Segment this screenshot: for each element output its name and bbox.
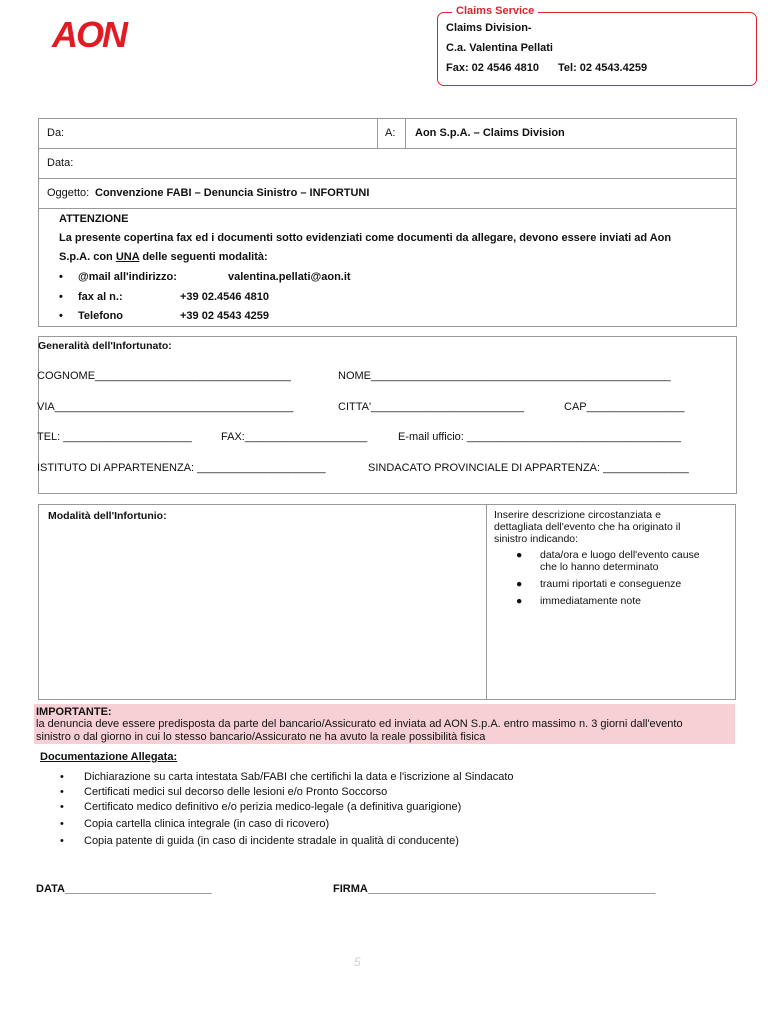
email-field[interactable]: E-mail ufficio: ___________________________________ [398,431,681,443]
modalita-bullet-line2: che lo hanno determinato [540,561,659,573]
documentazione-item-text: Copia patente di guida (in caso di incidente stradale in qualità di conducente) [84,835,459,847]
header-row-oggetto [39,179,736,208]
sindacato-field[interactable]: SINDACATO PROVINCIALE DI APPARTENZA: ______________ [368,462,689,474]
documentazione-item: • Certificato medico definitivo e/o perizia medico-legale (a definitiva guarigione) [60,801,462,813]
importante-line-1: la denuncia deve essere predisposta da parte del bancario/Assicurato ed inviata ad AON S.p.A. entro massimo n. 3 giorni dall'evento [36,718,683,730]
via-field[interactable]: VIA_______________________________________ [37,401,294,413]
documentazione-item: • Copia cartella clinica integrale (in caso di ricovero) [60,818,330,830]
a-value: Aon S.p.A. – Claims Division [415,127,565,139]
modalita-bullet-line1: data/ora e luogo dell'evento cause [540,549,700,561]
oggetto-label: Oggetto: [47,187,90,199]
claims-fax: Fax: 02 4546 4810 [446,62,539,74]
firma-signature-field[interactable]: FIRMA_______________________________________________ [333,883,656,895]
modalita-bullet: ● traumi riportati e conseguenze [516,578,682,590]
da-label: Da: [47,127,65,139]
attenzione-item-value: valentina.pellati@aon.it [228,271,351,283]
claims-division: Claims Division- [446,22,532,34]
modalita-desc-2: dettagliata dell'evento che ha originato il [494,521,681,533]
attenzione-item-value: +39 02 4543 4259 [180,310,270,322]
cap-field[interactable]: CAP________________ [564,401,685,413]
cognome-field[interactable]: COGNOME________________________________ [37,370,291,382]
documentazione-title: Documentazione Allegata: [40,751,178,763]
attenzione-item-value: +39 02.4546 4810 [180,291,270,303]
divider [377,119,378,148]
modalita-bullet-line1: traumi riportati e conseguenze [540,578,682,590]
attenzione-item-label: fax al n.: [78,291,123,303]
generalita-title: Generalità dell'Infortunato: [38,340,172,352]
attenzione-text-2a: S.p.A. con [59,251,116,263]
page-number: 5 [354,955,361,969]
modalita-title: Modalità dell'Infortunio: [48,510,167,522]
documentazione-item: • Copia patente di guida (in caso di incidente stradale in qualità di conducente) [60,835,459,847]
documentazione-item-text: Certificato medico definitivo e/o perizia medico-legale (a definitiva guarigione) [84,801,462,813]
nome-field[interactable]: NOME_________________________________________________ [338,370,671,382]
attenzione-una: UNA [115,251,140,263]
documentazione-item-text: Copia cartella clinica integrale (in caso di ricovero) [84,818,330,830]
tel-field[interactable]: TEL: _____________________ [37,431,192,443]
attenzione-item: • fax al n.: +39 02.4546 4810 [59,291,270,303]
aon-logo: AON [52,14,126,55]
importante-title: IMPORTANTE: [36,706,112,718]
modalita-desc-3: sinistro indicando: [494,533,579,545]
attenzione-item: • Telefono +39 02 4543 4259 [59,310,270,322]
attenzione-item-label: @mail all'indirizzo: [78,271,177,283]
claims-contact: C.a. Valentina Pellati [446,42,553,54]
documentazione-item-text: Certificati medici sul decorso delle lesioni e/o Pronto Soccorso [84,786,388,798]
istituto-field[interactable]: ISTITUTO DI APPARTENENZA: _____________________ [37,462,326,474]
oggetto-value: Convenzione FABI – Denuncia Sinistro – INFORTUNI [95,187,370,199]
a-label: A: [385,127,396,139]
modalita-bullet: ● immediatamente note [516,595,641,607]
modalita-input-box[interactable] [38,504,487,700]
header-row-da-a [39,119,736,149]
citta-field[interactable]: CITTA'_________________________ [338,401,525,413]
claims-tel: Tel: 02 4543.4259 [558,62,648,74]
attenzione-title: ATTENZIONE [59,213,129,225]
modalita-bullet-line1: immediatamente note [540,595,641,607]
header-table [38,118,737,209]
documentazione-item: • Certificati medici sul decorso delle lesioni e/o Pronto Soccorso [60,786,388,798]
attenzione-item: • @mail all'indirizzo: valentina.pellati@aon.it [59,271,351,283]
data-label: Data: [47,157,74,169]
importante-line-2: sinistro o dal giorno in cui lo stesso bancario/Assicurato ne ha avuto la reale possibilità fisica [36,731,486,743]
data-signature-field[interactable]: DATA________________________ [36,883,212,895]
attenzione-item-label: Telefono [78,310,124,322]
modalita-bullet: ● data/ora e luogo dell'evento cause [516,549,700,561]
divider [405,119,406,148]
fax-field[interactable]: FAX:____________________ [221,431,368,443]
attenzione-text-1: La presente copertina fax ed i documenti sotto evidenziati come documenti da allegare, devono essere inviati ad Aon [59,232,672,244]
documentazione-item-text: Dichiarazione su carta intestata Sab/FABI che certifichi la data e l'iscrizione al Sindacato [84,771,514,783]
attenzione-text-2 [59,251,268,263]
header-row-data [39,149,736,179]
claims-service-legend: Claims Service [452,5,538,17]
documentazione-item: • Dichiarazione su carta intestata Sab/FABI che certifichi la data e l'iscrizione al Sindacato [60,771,514,783]
attenzione-text-2b: delle seguenti modalità: [139,251,268,263]
modalita-desc-1: Inserire descrizione circostanziata e [494,509,661,521]
